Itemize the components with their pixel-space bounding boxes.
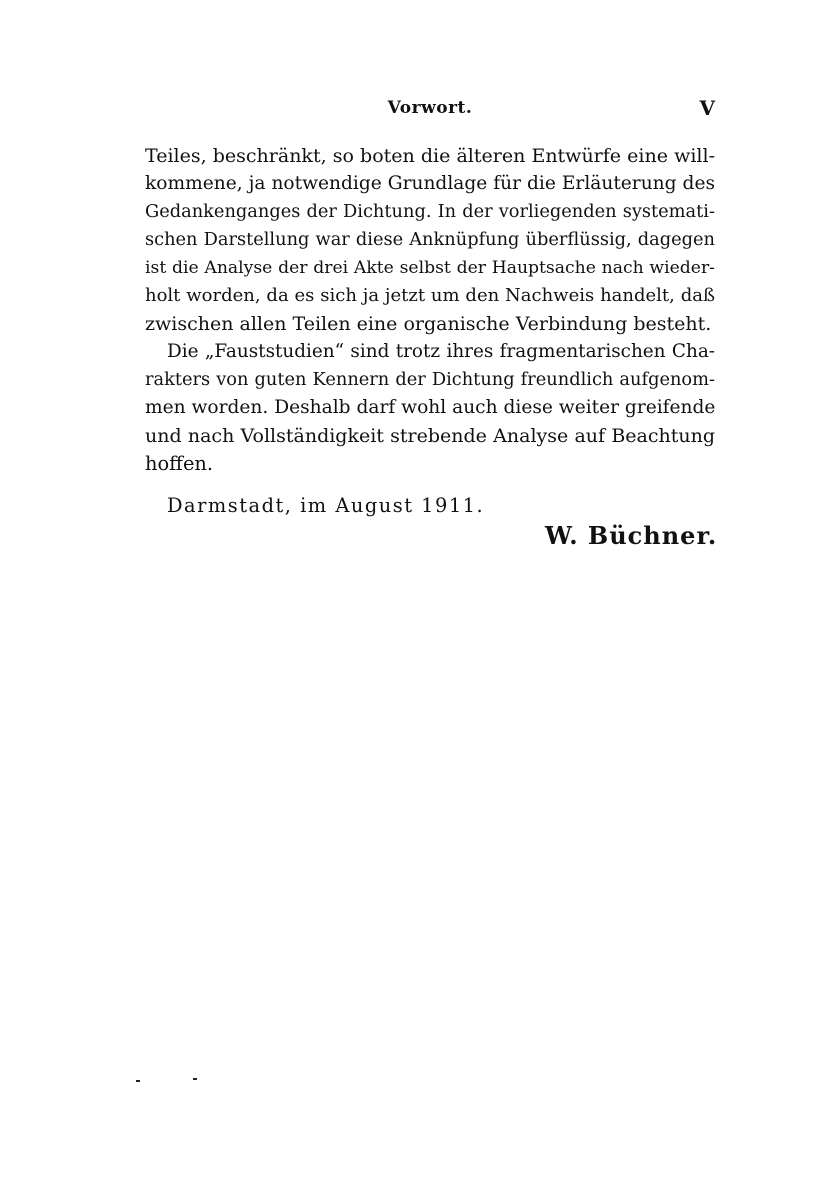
page-header — [145, 94, 715, 124]
text-line: und nach Vollständigkeit strebende Analyse auf Beachtung — [145, 425, 715, 447]
text-line: rakters von guten Kennern der Dichtung freundlich aufgenom- — [145, 369, 715, 390]
text-line: hoffen. — [145, 452, 214, 475]
text-line: Die „Fauststudien“ sind trotz ihres fragmentarischen Cha- — [167, 341, 715, 362]
text-line: men worden. Deshalb darf wohl auch diese weiter greifende — [145, 397, 716, 418]
dateline: Darmstadt, im August 1911. — [167, 494, 485, 517]
text-line: Gedankenganges der Dichtung. In der vorliegenden systemati- — [145, 201, 715, 222]
text-line: holt worden, da es sich ja jetzt um den Nachweis handelt, daß — [145, 285, 715, 306]
scan-speck — [193, 1078, 197, 1080]
running-title: Vorwort. — [387, 98, 473, 118]
page-number: V — [699, 96, 715, 120]
text-line: ist die Analyse der drei Akte selbst der Hauptsache nach wieder- — [145, 258, 715, 278]
text-line: kommene, ja notwendige Grundlage für die Erläuterung des — [145, 173, 715, 194]
scan-speck — [136, 1080, 140, 1082]
preface-text — [145, 142, 715, 478]
author-signature: W. Büchner. — [545, 521, 718, 550]
text-line: schen Darstellung war diese Anknüpfung überflüssig, dagegen — [145, 229, 715, 250]
text-line: Teiles, beschränkt, so boten die älteren Entwürfe eine will- — [145, 145, 715, 167]
text-line: zwischen allen Teilen eine organische Verbindung besteht. — [145, 313, 712, 335]
